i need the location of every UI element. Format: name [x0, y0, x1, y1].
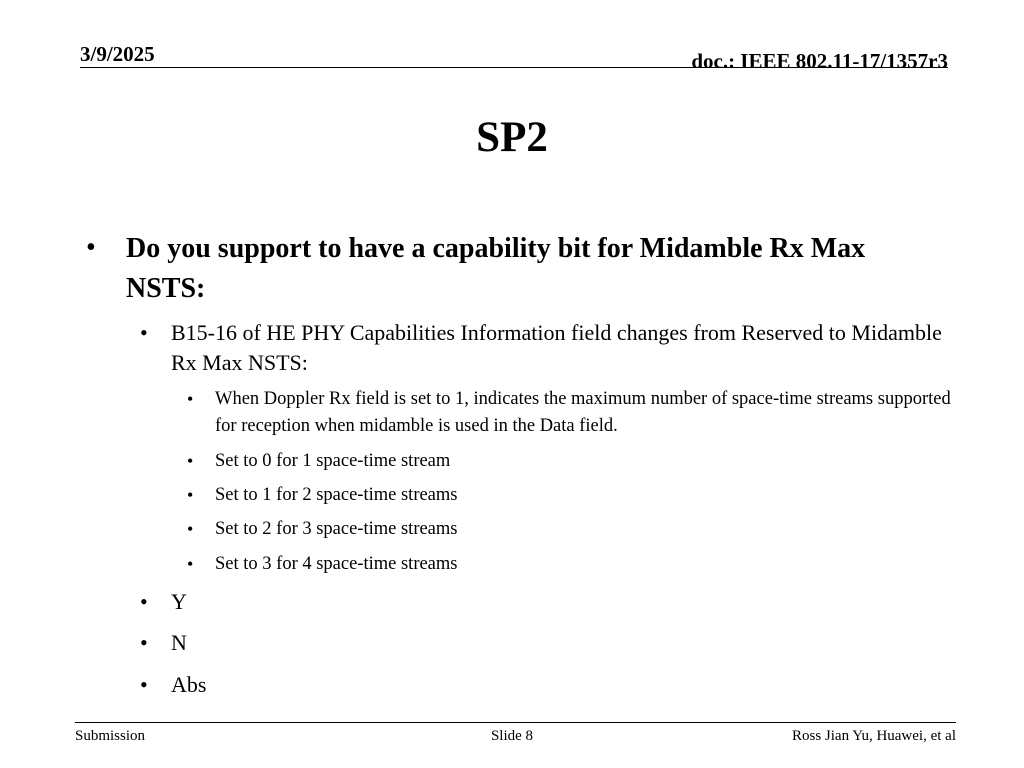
bullet-dot: • — [187, 485, 194, 505]
bullet-dot: • — [86, 232, 96, 263]
bullet-dot: • — [187, 389, 194, 409]
bullet-question-text: Do you support to have a capability bit for Midamble Rx Max NSTS: — [126, 233, 866, 304]
sub-item-text: Set to 3 for 4 space-time streams — [215, 554, 458, 574]
bullet-dot: • — [187, 554, 194, 574]
sub-item-text: Set to 1 for 2 space-time streams — [215, 485, 458, 505]
footer-authors: Ross Jian Yu, Huawei, et al — [791, 728, 956, 744]
footer-submission: Submission — [75, 728, 146, 744]
bullet-detail-text: B15-16 of HE PHY Capabilities Information field changes from Reserved to Midamble Rx Max NSTS: — [171, 320, 942, 375]
bullet-dot: • — [140, 589, 148, 614]
sub-item-text: Set to 2 for 3 space-time streams — [215, 519, 458, 539]
slide-title: SP2 — [476, 114, 548, 161]
header-divider — [80, 67, 948, 68]
option-text: Abs — [171, 672, 207, 697]
option-text: Y — [171, 589, 187, 614]
footer-slide-number: Slide 8 — [490, 728, 534, 744]
sub-item-text: Set to 0 for 1 space-time stream — [215, 451, 451, 471]
bullet-dot: • — [187, 519, 194, 539]
bullet-dot: • — [140, 630, 148, 655]
footer-divider — [75, 722, 956, 723]
header-date: 3/9/2025 — [80, 42, 155, 66]
bullet-dot: • — [140, 672, 148, 697]
option-text: N — [171, 630, 187, 655]
bullet-dot: • — [140, 320, 148, 345]
sub-item-text: When Doppler Rx field is set to 1, indicates the maximum number of space-time streams supported for reception when midamble is used in the Data field. — [215, 389, 951, 436]
bullet-dot: • — [187, 451, 194, 471]
header-doc-id: doc.: IEEE 802.11-17/1357r3 — [691, 49, 948, 73]
